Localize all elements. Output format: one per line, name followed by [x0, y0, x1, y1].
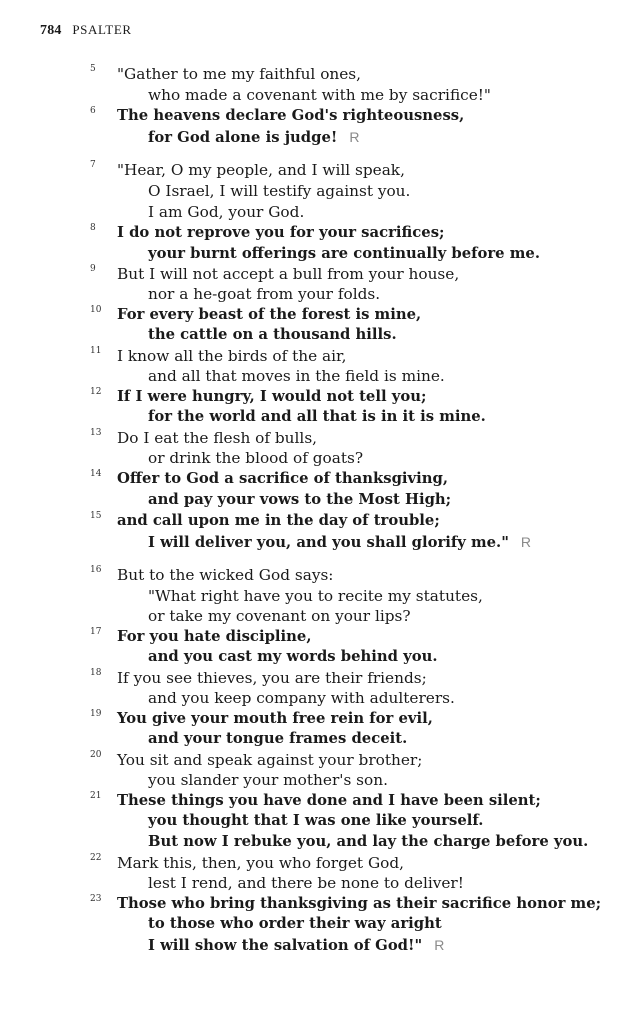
verse-number: 6	[90, 106, 96, 116]
line-text: and call upon me in the day of trouble;	[117, 512, 440, 529]
psalm-line	[148, 532, 531, 552]
verse-number: 12	[90, 387, 102, 397]
line-text: But to the wicked God says:	[117, 566, 334, 584]
line-text: or drink the blood of goats?	[148, 449, 364, 467]
line-text: for the world and all that is in it is mine.	[148, 408, 486, 425]
line-text: I am God, your God.	[148, 203, 305, 221]
line-text: I will deliver you, and you shall glorify me."	[148, 534, 509, 551]
psalm-line	[148, 244, 540, 264]
verse-number: 19	[90, 709, 102, 719]
psalm-line	[148, 407, 486, 427]
line-text: "What right have you to recite my statutes,	[148, 587, 483, 605]
line-text: Mark this, then, you who forget God,	[117, 854, 405, 872]
psalm-line	[148, 606, 411, 626]
psalm-line	[90, 853, 405, 873]
verse-number: 9	[90, 264, 96, 274]
psalm-line	[148, 811, 483, 831]
psalm-line	[148, 832, 588, 852]
page-number: 784	[40, 23, 62, 38]
line-text: The heavens declare God's righteousness,	[117, 107, 465, 124]
psalm-line	[90, 511, 440, 531]
line-text: Those who bring thanksgiving as their sacrifice honor me;	[117, 895, 602, 912]
psalm-line	[90, 106, 465, 126]
psalm-line	[90, 305, 422, 325]
line-text: I do not reprove you for your sacrifices;	[117, 224, 445, 241]
line-text: or take my covenant on your lips?	[148, 607, 411, 625]
psalm-line	[148, 85, 491, 105]
psalm-line	[90, 264, 460, 284]
psalm-line	[148, 181, 410, 201]
line-text: and you keep company with adulterers.	[148, 689, 455, 707]
line-text: and all that moves in the field is mine.	[148, 367, 445, 385]
psalm-line	[90, 750, 423, 770]
line-text: and your tongue frames deceit.	[148, 730, 408, 747]
verse-number: 16	[90, 565, 102, 575]
line-text: But I will not accept a bull from your house,	[117, 265, 460, 283]
verse-number: 14	[90, 469, 102, 479]
line-text: These things you have done and I have been silent;	[117, 792, 541, 809]
psalm-line	[90, 387, 427, 407]
verse-number: 10	[90, 305, 102, 315]
verse-number: 13	[90, 428, 102, 438]
line-text: for God alone is judge!	[148, 129, 338, 146]
verse-number: 8	[90, 223, 96, 233]
psalm-line	[148, 325, 397, 345]
psalm-line	[148, 770, 388, 790]
verse-number: 23	[90, 894, 102, 904]
psalm-line	[148, 127, 360, 147]
line-text: Offer to God a sacrifice of thanksgiving,	[117, 470, 449, 487]
line-text: you thought that I was one like yourself.	[148, 812, 484, 829]
psalm-line	[148, 284, 380, 304]
psalm-line	[148, 873, 464, 893]
line-text: "Hear, O my people, and I will speak,	[117, 161, 405, 179]
psalm-line	[90, 64, 362, 84]
psalm-line	[90, 627, 312, 647]
psalm-line	[148, 586, 483, 606]
psalm-line	[148, 202, 304, 222]
verse-number: 7	[90, 160, 96, 170]
line-text: O Israel, I will testify against you.	[148, 182, 411, 200]
psalm-line	[90, 791, 541, 811]
response-marker: R	[434, 937, 445, 953]
line-text: I know all the birds of the air,	[117, 347, 347, 365]
psalm-line	[90, 428, 318, 448]
psalm-line	[90, 668, 427, 688]
psalm-line	[148, 729, 407, 749]
verse-number: 18	[90, 668, 102, 678]
line-text: If you see thieves, you are their friends;	[117, 669, 427, 687]
line-text: and you cast my words behind you.	[148, 648, 438, 665]
line-text: If I were hungry, I would not tell you;	[117, 388, 427, 405]
verse-number: 22	[90, 853, 102, 863]
verse-number: 21	[90, 791, 102, 801]
line-text: the cattle on a thousand hills.	[148, 326, 397, 343]
line-text: your burnt offerings are continually before me.	[148, 245, 540, 262]
line-text: You sit and speak against your brother;	[117, 751, 423, 769]
line-text: lest I rend, and there be none to deliver!	[148, 874, 464, 892]
psalm-line	[90, 894, 602, 914]
psalm-line	[148, 914, 442, 934]
line-text: Do I eat the flesh of bulls,	[117, 429, 318, 447]
response-marker: R	[349, 129, 360, 145]
line-text: You give your mouth free rein for evil,	[117, 710, 433, 727]
psalm-line	[90, 223, 445, 243]
line-text: I will show the salvation of God!"	[148, 937, 423, 954]
line-text: to those who order their way aright	[148, 915, 442, 932]
verse-number: 5	[90, 64, 96, 74]
verse-number: 17	[90, 627, 102, 637]
psalm-line	[148, 647, 438, 667]
line-text: nor a he-goat from your folds.	[148, 285, 381, 303]
line-text: For every beast of the forest is mine,	[117, 306, 422, 323]
psalm-line	[148, 688, 455, 708]
psalm-line	[148, 448, 363, 468]
verse-number: 20	[90, 750, 102, 760]
psalm-line	[90, 565, 334, 585]
line-text: For you hate discipline,	[117, 628, 312, 645]
line-text: you slander your mother's son.	[148, 771, 388, 789]
line-text: But now I rebuke you, and lay the charge before you.	[148, 833, 589, 850]
psalm-line	[148, 935, 444, 955]
psalm-line	[90, 160, 405, 180]
line-text: and pay your vows to the Most High;	[148, 491, 452, 508]
verse-number: 11	[90, 346, 102, 356]
psalm-line	[90, 709, 433, 729]
response-marker: R	[520, 534, 532, 550]
line-text: who made a covenant with me by sacrifice!"	[148, 86, 491, 104]
psalm-line	[148, 490, 451, 510]
line-text: "Gather to me my faithful ones,	[117, 65, 362, 83]
verse-number: 15	[90, 511, 102, 521]
psalm-line	[148, 366, 445, 386]
psalm-line	[90, 469, 449, 489]
psalm-line	[90, 346, 347, 366]
section-title: PSALTER	[72, 22, 132, 37]
